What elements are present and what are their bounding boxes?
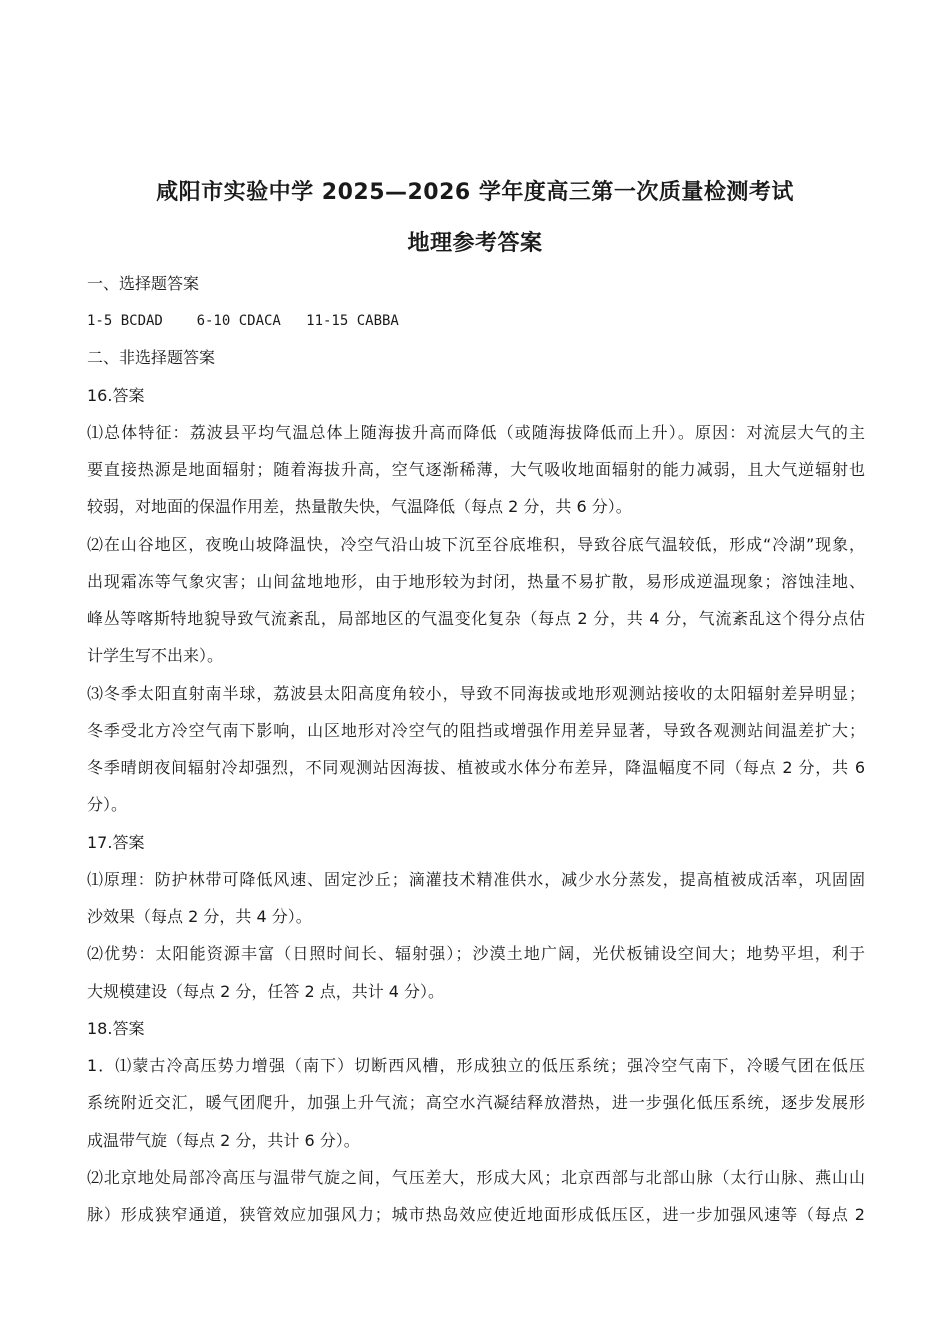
exam-subtitle: 地理参考答案 — [407, 231, 543, 256]
q17-line: ⑴原理：防护林带可降低风速、固定沙丘；滴灌技术精准供水，减少水分蒸发，提高植被成活率，巩固固 — [87, 870, 865, 889]
section1-heading: 一、选择题答案 — [87, 274, 200, 293]
q16-line: 较弱，对地面的保温作用差，热量散失快，气温降低（每点 2 分，共 6 分）。 — [87, 497, 632, 516]
exam-title: 咸阳市实验中学 2025—2026 学年度高三第一次质量检测考试 — [156, 180, 794, 205]
q16-heading: 16.答案 — [87, 386, 145, 405]
q18-line: 系统附近交汇，暖气团爬升，加强上升气流；高空水汽凝结释放潜热，进一步强化低压系统，逐步发展形 — [87, 1093, 865, 1112]
q16-line: 计学生写不出来）。 — [87, 646, 224, 665]
q16-line: 出现霜冻等气象灾害；山间盆地地形，由于地形较为封闭，热量不易扩散，易形成逆温现象；溶蚀洼地、 — [87, 572, 865, 591]
q17-heading: 17.答案 — [87, 833, 145, 852]
q16-line: ⑵在山谷地区，夜晚山坡降温快，冷空气沿山坡下沉至谷底堆积，导致谷底气温较低，形成“冷湖”现象， — [87, 535, 865, 554]
q18-line: 1．⑴蒙古冷高压势力增强（南下）切断西风槽，形成独立的低压系统；强冷空气南下，冷暖气团在低压 — [87, 1056, 865, 1075]
q16-line: 峰丛等喀斯特地貌导致气流紊乱，局部地区的气温变化复杂（每点 2 分，共 4 分，气流紊乱这个得分点估 — [87, 609, 865, 628]
q16-line: 冬季晴朗夜间辐射冷却强烈，不同观测站因海拔、植被或水体分布差异，降温幅度不同（每点 2 分，共 6 — [87, 758, 865, 777]
q18-heading: 18.答案 — [87, 1019, 145, 1038]
q16-line: 要直接热源是地面辐射；随着海拔升高，空气逐渐稀薄，大气吸收地面辐射的能力减弱，且大气逆辐射也 — [87, 460, 865, 479]
mc-answers: 1-5 BCDAD 6-10 CDACA 11-15 CABBA — [87, 313, 399, 329]
q16-line: ⑴总体特征：荔波县平均气温总体上随海拔升高而降低（或随海拔降低而上升）。原因：对流层大气的主 — [87, 423, 865, 442]
q18-line: 成温带气旋（每点 2 分，共计 6 分）。 — [87, 1131, 360, 1150]
q17-line: 大规模建设（每点 2 分，任答 2 点，共计 4 分）。 — [87, 982, 445, 1001]
q16-line: 分）。 — [87, 795, 128, 814]
q16-line: 冬季受北方冷空气南下影响，山区地形对冷空气的阻挡或增强作用差异显著，导致各观测站间温差扩大； — [87, 721, 865, 740]
q18-line: ⑵北京地处局部冷高压与温带气旋之间，气压差大，形成大风；北京西部与北部山脉（太行山脉、燕山山 — [87, 1168, 865, 1187]
section2-heading: 二、非选择题答案 — [87, 348, 216, 367]
q18-line: 脉）形成狭窄通道，狭管效应加强风力；城市热岛效应使近地面形成低压区，进一步加强风速等（每点 2 — [87, 1205, 865, 1224]
q17-line: 沙效果（每点 2 分，共 4 分）。 — [87, 907, 312, 926]
q17-line: ⑵优势：太阳能资源丰富（日照时间长、辐射强）；沙漠土地广阔，光伏板铺设空间大；地势平坦，利于 — [87, 944, 865, 963]
q16-line: ⑶冬季太阳直射南半球，荔波县太阳高度角较小，导致不同海拔或地形观测站接收的太阳辐射差异明显； — [87, 684, 865, 703]
